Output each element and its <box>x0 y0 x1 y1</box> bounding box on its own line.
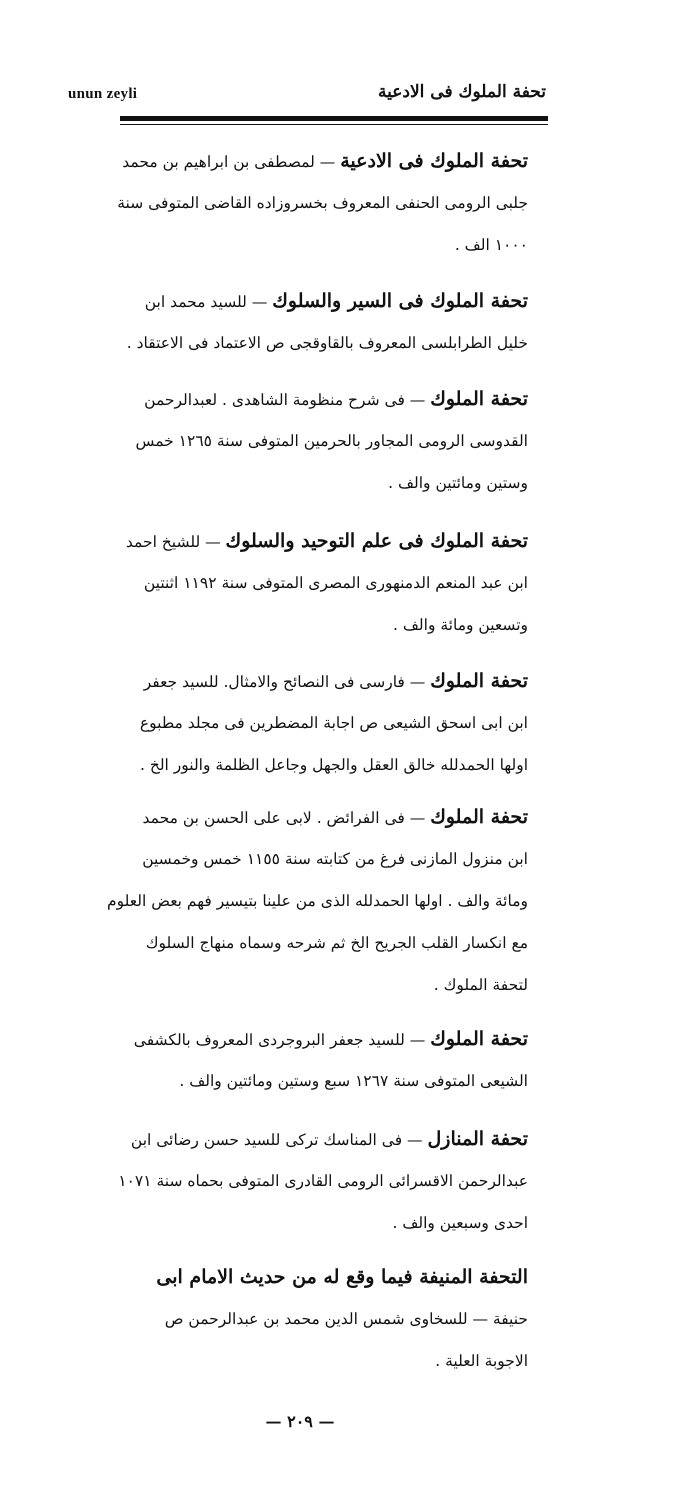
entry-text: — فى الفرائض . لابى على الحسن بن محمد <box>142 809 431 827</box>
entry-title: تحفة الملوك فى علم التوحيد والسلوك <box>225 530 528 552</box>
entry-line: ١٠٠٠ الف . <box>454 236 528 254</box>
entry-line: جلبى الرومى الحنفى المعروف بخسروزاده القاضى المتوفى سنة <box>117 194 528 212</box>
entry <box>80 280 528 364</box>
entry-line: خليل الطرابلسى المعروف بالقاوقجى ص الاعتماد فى الاعتقاد . <box>126 334 528 352</box>
entry-text: — للسيد محمد ابن <box>144 293 273 311</box>
entry <box>80 796 528 1006</box>
entry <box>80 660 528 786</box>
entry <box>80 378 528 504</box>
entry-line: ابن عبد المنعم الدمنهورى المصرى المتوفى سنة ١١٩٢ اثنتين <box>143 574 528 592</box>
entry-title: التحفة المنيفة فيما وقع له من حديث الامام ابى <box>156 1266 528 1288</box>
entry-first-line <box>80 796 528 838</box>
entry-line: وتسعين ومائة والف . <box>393 616 528 634</box>
entry-line: احدى وسبعين والف . <box>392 1214 528 1232</box>
entry-first-line <box>80 1018 528 1060</box>
entry-line: اولها الحمدلله خالق العقل والجهل وجاعل الظلمة والنور الخ . <box>139 756 528 774</box>
header-rule-thick <box>120 116 548 121</box>
entry <box>80 1018 528 1102</box>
page-number: — ٢٠٩ — <box>265 1412 335 1431</box>
header-rule-thin <box>120 124 548 125</box>
entry <box>80 520 528 646</box>
entry <box>80 140 528 266</box>
entry-first-line <box>80 1256 528 1298</box>
entry-line: ومائة والف . اولها الحمدلله الذى من علينا بتيسير فهم بعض العلوم <box>107 892 528 910</box>
entry-text: — فى شرح منظومة الشاهدى . لعبدالرحمن <box>144 391 431 409</box>
entry <box>80 1118 528 1244</box>
entry-title: تحفة المنازل <box>427 1128 528 1150</box>
entry-text: — فى المناسك تركى للسيد حسن رضائى ابن <box>130 1131 428 1149</box>
entry-text: — فارسى فى النصائح والامثال. للسيد جعفر <box>143 673 431 691</box>
entry-title: تحفة الملوك <box>430 670 528 692</box>
entry-line: ابن ابى اسحق الشيعى ص اجابة المضطرين فى مجلد مطبوع <box>139 714 528 732</box>
entry-first-line <box>80 378 528 420</box>
entry-line: ابن منزول المازنى فرغ من كتابته سنة ١١٥٥ خمس وخمسين <box>142 850 528 868</box>
entry-line: الشيعى المتوفى سنة ١٢٦٧ سبع وستين ومائتين والف . <box>179 1072 528 1090</box>
entry-line: لتحفة الملوك . <box>433 976 528 994</box>
entry-line: عبدالرحمن الاقسرائى الرومى القادرى المتوفى بحماه سنة ١٠٧١ <box>118 1172 528 1190</box>
entry-line: حنيفة — للسخاوى شمس الدين محمد بن عبدالرحمن ص <box>164 1310 528 1328</box>
entry-title: تحفة الملوك فى السير والسلوك <box>272 290 528 312</box>
entry-first-line <box>80 140 528 182</box>
entry-first-line <box>80 520 528 562</box>
entry-title: تحفة الملوك <box>430 388 528 410</box>
entry-text: — للشيخ احمد <box>125 533 226 551</box>
running-header-right: تحفة الملوك فى الادعية <box>378 82 546 102</box>
running-header-left: unun zeyli <box>68 86 138 102</box>
entry-first-line <box>80 660 528 702</box>
entry-text: — لمصطفى بن ابراهيم بن محمد <box>122 153 341 171</box>
entry <box>80 1256 528 1382</box>
entry-first-line <box>80 280 528 322</box>
entry-line: القدوسى الرومى المجاور بالحرمين المتوفى سنة ١٢٦٥ خمس <box>135 432 528 450</box>
entry-line: مع انكسار القلب الجريح الخ ثم شرحه وسماه منهاج السلوك <box>145 934 528 952</box>
entry-title: تحفة الملوك فى الادعية <box>340 150 528 172</box>
entry-first-line <box>80 1118 528 1160</box>
entry-line: الاجوبة العلية . <box>435 1352 528 1370</box>
entry-line: وستين ومائتين والف . <box>388 474 528 492</box>
entry-title: تحفة الملوك <box>430 1028 528 1050</box>
entry-title: تحفة الملوك <box>430 806 528 828</box>
entry-text: — للسيد جعفر البروجردى المعروف بالكشفى <box>133 1031 431 1049</box>
